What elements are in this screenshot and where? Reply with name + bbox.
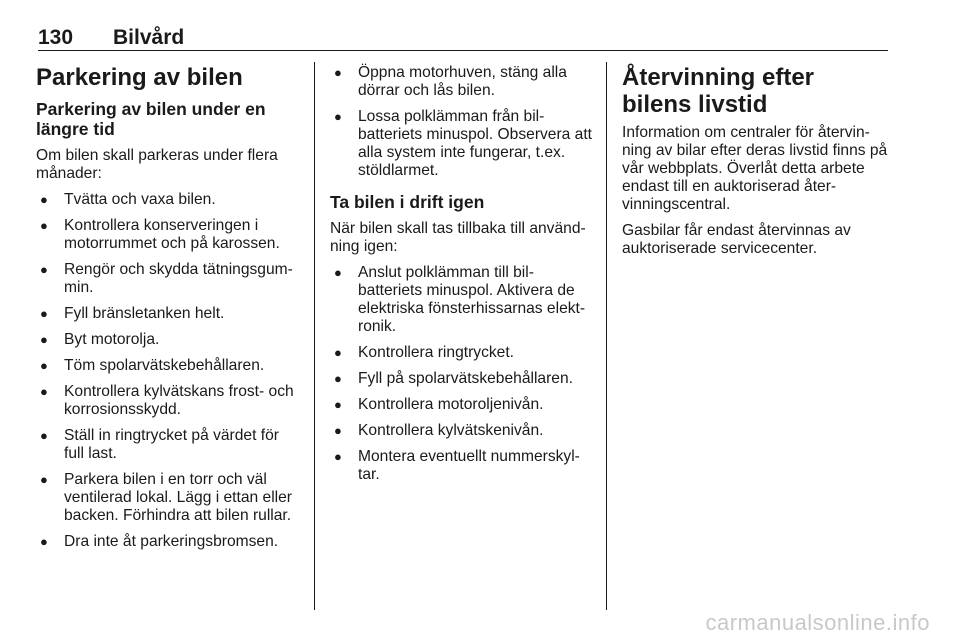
- list-item: ● Fyll bränsletanken helt.: [36, 305, 302, 323]
- section-title-recycling: Återvinning efter bilens livstid: [622, 64, 815, 118]
- list-item: ● Töm spolarvätskebehållaren.: [36, 357, 302, 375]
- list-item: ● Parkera bilen i en torr och väl ventilerad lokal. Lägg i ettan eller backen. Förhindra att bilen rullar.: [36, 471, 302, 525]
- recycling-paragraph-1: Information om centraler för återvinning av bilar efter deras livstid finns på vår webbplats. Överlåt detta arbete endast till en auktoriserad återvinningscentral.: [622, 124, 888, 213]
- list-item: ● Kontrollera motoroljenivån.: [330, 396, 592, 414]
- subsection-title-back-in-service: Ta bilen i drift igen: [330, 192, 485, 212]
- header-rule: [38, 50, 888, 51]
- list-item: ● Kontrollera kylvätskenivån.: [330, 422, 592, 440]
- list-item: ● Montera eventuellt nummerskyltar.: [330, 448, 592, 484]
- list-item: ● Tvätta och vaxa bilen.: [36, 191, 302, 209]
- recycling-paragraph-2: Gasbilar får endast återvinnas av auktoriserade servicecenter.: [622, 222, 851, 257]
- section-title-parking: Parkering av bilen: [36, 64, 243, 91]
- list-item: ● Kontrollera kylvätskans frost- och korrosionsskydd.: [36, 383, 302, 419]
- service-intro: När bilen skall tas tillbaka till användning igen:: [330, 220, 586, 255]
- list-item: ● Rengör och skydda tätningsgummin.: [36, 261, 302, 297]
- column-1: [36, 64, 302, 559]
- parking-list: [36, 191, 302, 551]
- parking-list-continued: [330, 64, 592, 180]
- watermark: carmanualsonline.info: [705, 610, 930, 635]
- parking-intro: Om bilen skall parkeras under flera månader:: [36, 147, 278, 182]
- column-2: [330, 64, 592, 492]
- list-item: ● Öppna motorhuven, stäng alla dörrar och lås bilen.: [330, 64, 592, 100]
- column-divider-1: [314, 62, 315, 610]
- subsection-title-long-term-parking: Parkering av bilen under en längre tid: [36, 99, 266, 139]
- list-item: ● Dra inte åt parkeringsbromsen.: [36, 533, 302, 551]
- list-item: ● Kontrollera ringtrycket.: [330, 344, 592, 362]
- service-list: [330, 264, 592, 484]
- list-item: ● Ställ in ringtrycket på värdet för full last.: [36, 427, 302, 463]
- list-item: ● Kontrollera konserveringen i motorrummet och på karossen.: [36, 217, 302, 253]
- page-header: [38, 26, 888, 52]
- list-item: ● Anslut polklämman till bilbatteriets minuspol. Aktivera de elektriska fönsterhissarnas elektronik.: [330, 264, 592, 336]
- page-number: 130: [38, 26, 74, 49]
- column-divider-2: [606, 62, 607, 610]
- running-title: Bilvård: [113, 26, 185, 49]
- list-item: ● Byt motorolja.: [36, 331, 302, 349]
- list-item: ● Fyll på spolarvätskebehållaren.: [330, 370, 592, 388]
- list-item: ● Lossa polklämman från bilbatteriets minuspol. Observera att alla system inte fungerar, t.ex. stöldlarmet.: [330, 108, 592, 180]
- column-3: [622, 64, 888, 266]
